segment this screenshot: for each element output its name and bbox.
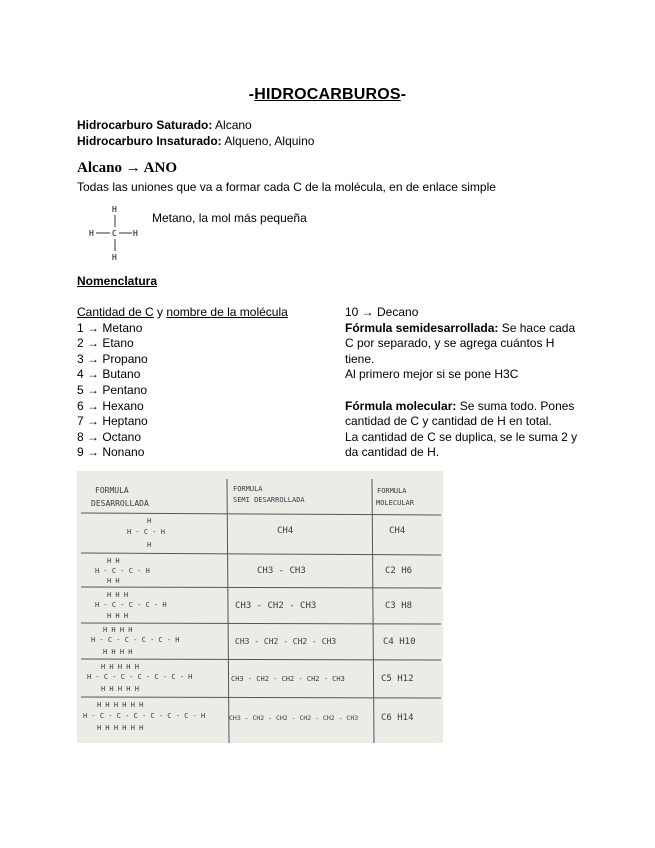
title-dash-left: - (248, 86, 255, 103)
semideveloped-tip: Al primero mejor si se pone H3C (345, 367, 519, 381)
methane-structure-diagram (80, 201, 150, 263)
header-developed-1: FORMULA (95, 486, 129, 495)
handwritten-formula-table-photo (77, 471, 443, 743)
list-header-connector: y (153, 305, 167, 319)
alkane-list-item: 10 → Decano (345, 305, 419, 319)
svg-text:H H H H: H H H H (103, 626, 133, 634)
svg-text:H H H H H H: H H H H H H (97, 724, 144, 732)
title-dash-right: - (400, 86, 407, 103)
molecular-formula-cell: C5 H12 (381, 674, 414, 684)
unsaturated-value: Alqueno, Alquino (221, 134, 315, 148)
semi-formula-cell: CH3 - CH2 - CH3 (235, 601, 317, 611)
alkane-list-item: 2 → Etano (77, 336, 134, 350)
semideveloped-line-1 (345, 321, 575, 336)
unsaturated-line (77, 134, 314, 149)
methane-caption: Metano, la mol más pequeña (152, 211, 307, 225)
saturated-label: Hidrocarburo Saturado: (77, 118, 213, 132)
molecular-line-4: da cantidad de H. (345, 445, 440, 459)
svg-text:H H H H: H H H H (103, 648, 133, 656)
saturated-line (77, 118, 252, 133)
header-molecular-1: FORMULA (377, 487, 407, 495)
svg-text:H - C - C - C - H: H - C - C - C - H (95, 601, 167, 609)
svg-text:H - C - C - C - C - C - H: H - C - C - C - C - C - H (87, 673, 193, 681)
semi-formula-cell: CH4 (277, 526, 294, 536)
alkane-list-item: 3 → Propano (77, 352, 148, 366)
semi-formula-cell: CH3 - CH2 - CH2 - CH2 - CH2 - CH3 (229, 714, 359, 722)
unsaturated-label: Hidrocarburo Insaturado: (77, 134, 222, 148)
molecular-line-1 (345, 399, 574, 414)
alkane-list-item: 7 → Heptano (77, 414, 148, 428)
methane-c: C (112, 229, 117, 238)
molecular-formula-cell: C4 H10 (383, 637, 416, 647)
svg-text:H H: H H (107, 557, 120, 565)
document-title (0, 86, 655, 104)
svg-text:H - C - C - H: H - C - C - H (95, 567, 150, 575)
alkane-list-item: 6 → Hexano (77, 399, 144, 413)
molecular-label: Fórmula molecular: (345, 399, 457, 413)
nomenclature-heading: Nomenclatura (77, 274, 158, 288)
list-header-count: Cantidad de C (77, 305, 154, 319)
alkane-list-item: 5 → Pentano (77, 383, 148, 397)
list-header (77, 305, 288, 320)
handwritten-table-svg (77, 471, 443, 743)
molecular-formula-cell: C3 H8 (385, 601, 413, 611)
svg-text:H H H: H H H (107, 591, 129, 599)
semi-formula-cell: CH3 - CH3 (257, 566, 306, 576)
svg-text:H - C - C - C - C - H: H - C - C - C - C - H (91, 636, 180, 644)
molecular-line-2: cantidad de C y cantidad de H en total. (345, 414, 552, 428)
molecular-formula-cell: C6 H14 (381, 713, 414, 723)
svg-text:H H H H H: H H H H H (101, 663, 139, 671)
methane-h-right: H (133, 229, 138, 238)
methane-h-bottom: H (112, 253, 117, 262)
semideveloped-line-2: C por separado, y se agrega cuántos H (345, 336, 555, 350)
semideveloped-text: Se hace cada (498, 321, 576, 335)
svg-text:H: H (147, 517, 152, 525)
molecular-text: Se suma todo. Pones (456, 399, 575, 413)
svg-text:H - C - H: H - C - H (127, 528, 165, 536)
molecular-line-3: La cantidad de C se duplica, se le suma 2 y (345, 430, 578, 444)
header-developed-2: DESARROLLADA (91, 499, 149, 508)
semideveloped-label: Fórmula semidesarrollada: (345, 321, 499, 335)
svg-text:H - C - C - C - C - C - C - H: H - C - C - C - C - C - C - H (83, 712, 206, 720)
svg-text:H H H: H H H (107, 612, 129, 620)
alkane-list-item: 8 → Octano (77, 430, 142, 444)
alkane-list-item: 9 → Nonano (77, 445, 145, 459)
semideveloped-line-3: tiene. (345, 352, 375, 366)
alkane-description: Todas las uniones que va a formar cada C de la molécula, en de enlace simple (77, 180, 496, 194)
list-header-name: nombre de la molécula (166, 305, 288, 319)
header-semi-1: FORMULA (233, 485, 263, 493)
semi-formula-cell: CH3 - CH2 - CH2 - CH2 - CH3 (231, 675, 345, 683)
alkane-list-item: 4 → Butano (77, 367, 141, 381)
header-molecular-2: MOLECULAR (376, 499, 414, 507)
svg-text:H H: H H (107, 577, 120, 585)
alkane-heading: Alcano → ANO (77, 160, 178, 176)
svg-text:H H H H H H: H H H H H H (97, 701, 144, 709)
methane-h-left: H (89, 229, 94, 238)
header-semi-2: SEMI DESARROLLADA (233, 496, 305, 504)
molecular-formula-cell: CH4 (389, 526, 406, 536)
methane-h-top: H (112, 205, 117, 214)
alkane-list-item: 1 → Metano (77, 321, 143, 335)
svg-text:H H H H H: H H H H H (101, 685, 139, 693)
saturated-value: Alcano (212, 118, 252, 132)
svg-text:H: H (147, 541, 152, 549)
semi-formula-cell: CH3 - CH2 - CH2 - CH3 (235, 637, 337, 646)
molecular-formula-cell: C2 H6 (385, 566, 413, 576)
title-text: HIDROCARBUROS (254, 86, 401, 103)
